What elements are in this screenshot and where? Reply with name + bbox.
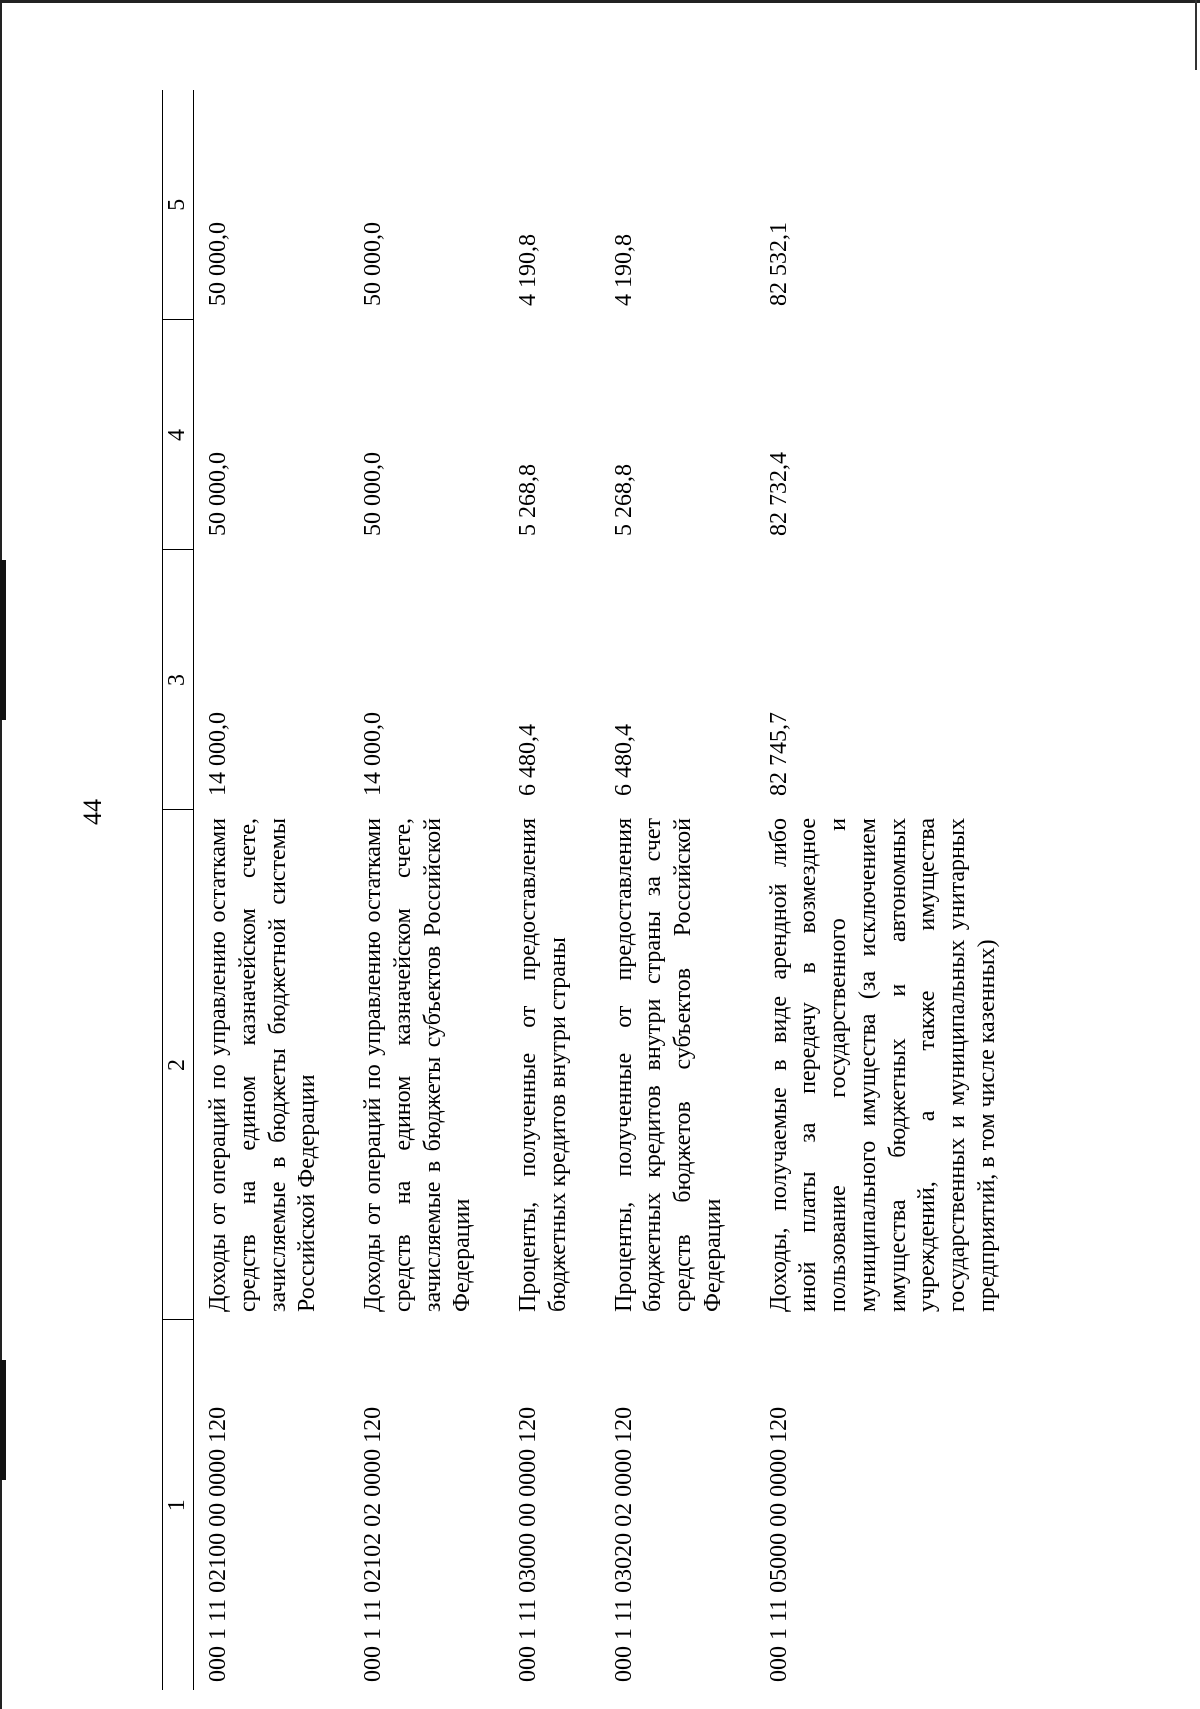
row-code: 000 1 11 02102 02 0000 120 — [360, 1406, 386, 1682]
scan-edge-mark — [0, 1360, 6, 1480]
row-value-col3: 14 000,0 — [205, 712, 231, 796]
table-header-row — [163, 90, 194, 1690]
header-col-5: 5 — [163, 90, 194, 320]
row-description: Доходы от операций по управлению остатками средств на едином казначейском счете, зачисляемые в бюджеты бюджетной системы Российской Федерации — [205, 818, 321, 1312]
header-col-1: 1 — [163, 1320, 194, 1690]
row-value-col5: 4 190,8 — [610, 234, 637, 306]
row-value-col5: 50 000,0 — [360, 222, 386, 306]
row-value-col3: 6 480,4 — [515, 724, 541, 796]
row-value-col4: 5 268,8 — [610, 464, 637, 536]
row-description: Проценты, полученные от предоставления бюджетных кредитов внутри страны — [515, 818, 571, 1312]
table-row — [755, 90, 1029, 1690]
table-row — [504, 90, 600, 1690]
row-description: Доходы, получаемые в виде арендной либо иной платы за передачу в возмездное пользование государственного и муниципального имущества (за исключением имущества бюджетных и автономных учреждений, а также имущества государственных и муниципальных унитарных предприятий, в том числе казенных) — [765, 818, 1000, 1312]
header-col-4: 4 — [163, 320, 194, 550]
page-number: 44 — [78, 799, 107, 825]
scan-edge-top — [0, 0, 1200, 3]
row-code: 000 1 11 03000 00 0000 120 — [515, 1406, 541, 1682]
header-col-2: 2 — [163, 810, 194, 1320]
rotated-table-container — [162, 90, 1042, 1690]
row-value-col4: 5 268,8 — [515, 464, 541, 536]
scan-edge-right — [1195, 0, 1197, 70]
header-col-3: 3 — [163, 550, 194, 810]
row-value-col4: 50 000,0 — [360, 452, 386, 536]
row-value-col5: 4 190,8 — [515, 234, 541, 306]
row-code: 000 1 11 02100 00 0000 120 — [205, 1406, 231, 1682]
row-description: Доходы от операций по управлению остатками средств на едином казначейском счете, зачисляемые в бюджеты субъектов Российской Федерации — [360, 818, 476, 1312]
row-value-col4: 82 732,4 — [765, 452, 792, 536]
revenue-table — [162, 90, 1029, 1690]
row-value-col5: 82 532,1 — [765, 222, 792, 306]
table-row — [349, 90, 504, 1690]
row-value-col3: 14 000,0 — [360, 712, 386, 796]
row-code: 000 1 11 05000 00 0000 120 — [765, 1406, 792, 1682]
row-value-col3: 6 480,4 — [610, 724, 637, 796]
row-code: 000 1 11 03020 02 0000 120 — [610, 1406, 637, 1682]
row-value-col5: 50 000,0 — [205, 222, 231, 306]
row-value-col3: 82 745,7 — [765, 712, 792, 796]
table-row — [600, 90, 755, 1690]
row-value-col4: 50 000,0 — [205, 452, 231, 536]
table-row — [194, 90, 350, 1690]
row-description: Проценты, полученные от предоставления бюджетных кредитов внутри страны за счет средств бюджетов субъектов Российской Федерации — [610, 818, 726, 1312]
scan-edge-mark — [0, 560, 6, 720]
